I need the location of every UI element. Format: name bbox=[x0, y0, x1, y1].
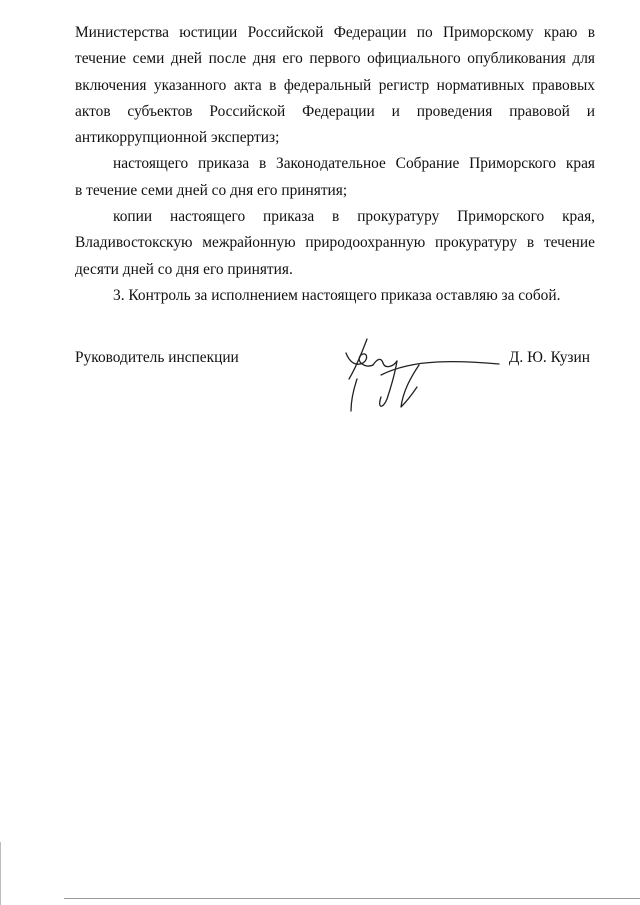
signatory-title: Руководитель инспекции bbox=[75, 349, 239, 366]
text-line: десяти дней со дня его принятия. bbox=[75, 260, 293, 278]
text-line: Министерства юстиции Российской Федерации по Приморскому краю в bbox=[75, 24, 595, 41]
text-line: настоящего приказа в Законодательное Собрание Приморского края bbox=[113, 155, 595, 173]
text-line: антикоррупционной экспертиз; bbox=[75, 129, 280, 147]
text-line: течение семи дней после дня его первого официального опубликования для bbox=[75, 50, 595, 68]
text-line: актов субъектов Российской Федерации и проведения правовой и bbox=[75, 102, 595, 120]
signatory-name: Д. Ю. Кузин bbox=[508, 349, 590, 366]
signature-block bbox=[75, 342, 595, 422]
control-clause: 3. Контроль за исполнением настоящего приказа оставляю за собой. bbox=[113, 286, 561, 304]
body-text bbox=[75, 20, 595, 309]
handwritten-signature bbox=[337, 317, 507, 417]
page-bottom-rule bbox=[64, 898, 640, 899]
text-line: копии настоящего приказа в прокуратуру Приморского края, bbox=[113, 208, 595, 226]
text-line: включения указанного акта в федеральный регистр нормативных правовых bbox=[75, 76, 595, 94]
page-left-edge bbox=[0, 842, 1, 905]
text-line: в течение семи дней со дня его принятия; bbox=[75, 181, 348, 199]
text-line: Владивостокскую межрайонную природоохранную прокуратуру в течение bbox=[75, 234, 595, 252]
